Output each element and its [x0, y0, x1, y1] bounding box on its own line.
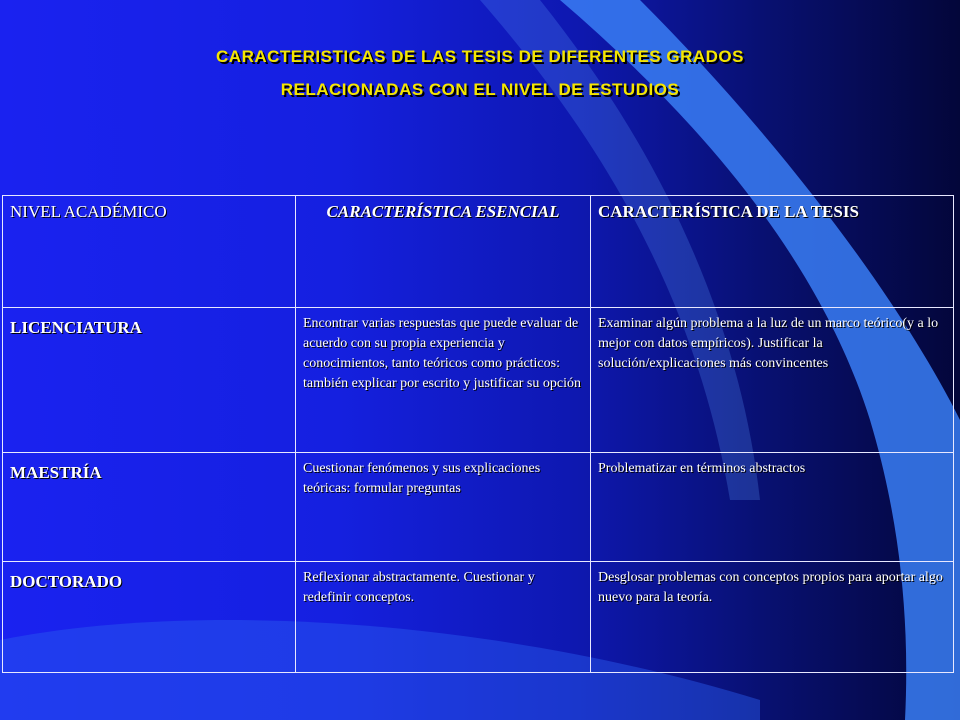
- essential-cell: Reflexionar abstractamente. Cuestionar y redefinir conceptos.: [296, 562, 591, 673]
- thesis-characteristics-table: [2, 195, 954, 673]
- header-nivel-academico: NIVEL ACADÉMICO: [3, 196, 296, 308]
- header-caracteristica-esencial: CARACTERÍSTICA ESENCIAL: [296, 196, 591, 308]
- table-header-row: [3, 196, 954, 308]
- essential-cell: Encontrar varias respuestas que puede evaluar de acuerdo con su propia experiencia y conocimientos, tanto teóricos como prácticos: también explicar por escrito y justificar su opción: [296, 308, 591, 453]
- title-line-1: CARACTERISTICAS DE LAS TESIS DE DIFERENTES GRADOS: [216, 47, 744, 66]
- table-row: [3, 453, 954, 562]
- level-cell: LICENCIATURA: [3, 308, 296, 453]
- level-cell: MAESTRÍA: [3, 453, 296, 562]
- level-cell: DOCTORADO: [3, 562, 296, 673]
- thesis-cell: Desglosar problemas con conceptos propios para aportar algo nuevo para la teoría.: [591, 562, 954, 673]
- page-title: [0, 40, 960, 106]
- thesis-cell: Examinar algún problema a la luz de un marco teórico(y a lo mejor con datos empíricos). Justificar la solución/explicaciones más convincentes: [591, 308, 954, 453]
- table-row: [3, 308, 954, 453]
- header-caracteristica-tesis: CARACTERÍSTICA DE LA TESIS: [591, 196, 954, 308]
- thesis-cell: Problematizar en términos abstractos: [591, 453, 954, 562]
- title-line-2: RELACIONADAS CON EL NIVEL DE ESTUDIOS: [280, 80, 680, 99]
- table-row: [3, 562, 954, 673]
- essential-cell: Cuestionar fenómenos y sus explicaciones teóricas: formular preguntas: [296, 453, 591, 562]
